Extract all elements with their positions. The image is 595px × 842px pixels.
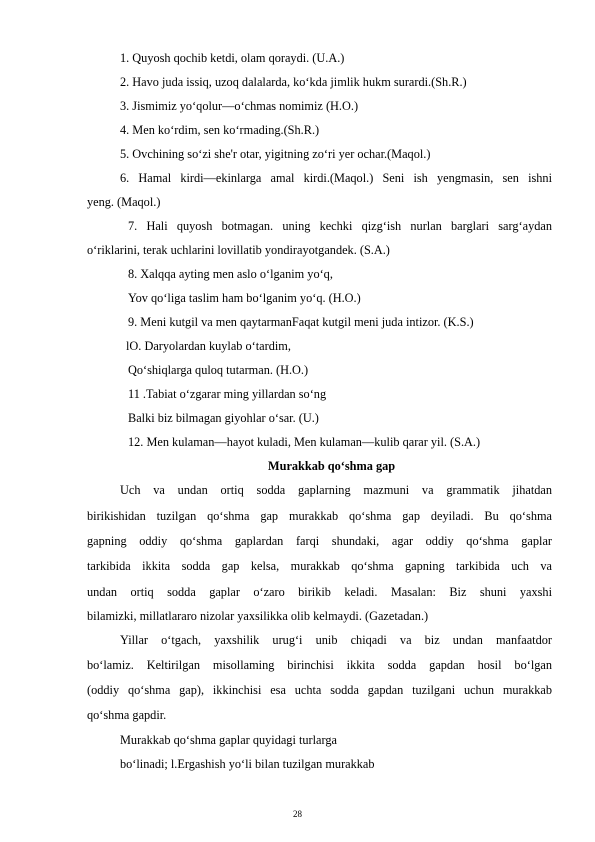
paragraph-1-line-5: undan ortiq sodda gaplar o‘zaro birikib keladi. Masalan: Biz shuni yaxshi bbox=[87, 585, 552, 599]
example-line-10: lO. Daryolardan kuylab o‘tardim, bbox=[126, 339, 291, 353]
example-line-4: 4. Men ko‘rdim, sen ko‘rmading.(Sh.R.) bbox=[120, 123, 320, 137]
paragraph-1-line-4: tarkibida ikkita sodda gap kelsa, murakkab qo‘shma gapning tarkibida uch va bbox=[87, 559, 552, 573]
paragraph-1-line-1: Uch va undan ortiq sodda gaplarning mazmuni va grammatik jihatdan bbox=[120, 483, 552, 497]
example-line-1: 1. Quyosh qochib ketdi, olam qoraydi. (U.A.) bbox=[120, 51, 345, 65]
example-line-11-cont: Balki biz bilmagan giyohlar o‘sar. (U.) bbox=[128, 411, 319, 425]
paragraph-2-line-3: (oddiy qo‘shma gap), ikkinchisi esa uchta sodda gapdan tuzilgani uchun murakkab bbox=[87, 683, 552, 697]
example-line-2: 2. Havo juda issiq, uzoq dalalarda, ko‘kda jimlik hukm surardi.(Sh.R.) bbox=[120, 75, 467, 89]
example-line-8-cont: Yov qo‘liga taslim ham bo‘lganim yo‘q. (H.O.) bbox=[128, 291, 361, 305]
example-line-3: 3. Jismimiz yo‘qolur—o‘chmas nomimiz (H.O.) bbox=[120, 99, 359, 113]
paragraph-2-line-1: Yillar o‘tgach, yaxshilik urug‘i unib chiqadi va biz undan manfaatdor bbox=[120, 633, 552, 647]
paragraph-3-line-1: Murakkab qo‘shma gaplar quyidagi turlarga bbox=[120, 733, 337, 747]
example-line-11: 11 .Tabiat o‘zgarar ming yillardan so‘ng bbox=[128, 387, 327, 401]
example-line-6: 6. Hamal kirdi—ekinlarga amal kirdi.(Maqol.) Seni ish yengmasin, sen ishni bbox=[120, 171, 552, 185]
example-line-6-cont: yeng. (Maqol.) bbox=[87, 195, 161, 209]
section-heading: Murakkab qo‘shma gap bbox=[268, 459, 396, 473]
example-line-10-cont: Qo‘shiqlarga quloq tutarman. (H.O.) bbox=[128, 363, 309, 377]
example-line-7-cont: o‘riklarini, terak uchlarini lovillatib yondirayotgandek. (S.A.) bbox=[87, 243, 390, 257]
page-number: 28 bbox=[293, 809, 302, 819]
example-line-9: 9. Meni kutgil va men qaytarmanFaqat kutgil meni juda intizor. (K.S.) bbox=[128, 315, 474, 329]
paragraph-1-line-3: gapning oddiy qo‘shma gaplardan farqi shundaki, agar oddiy qo‘shma gaplar bbox=[87, 534, 552, 548]
paragraph-2-line-4: qo‘shma gapdir. bbox=[87, 708, 167, 722]
example-line-5: 5. Ovchining so‘zi she'r otar, yigitning zo‘ri yer ochar.(Maqol.) bbox=[120, 147, 431, 161]
example-line-7: 7. Hali quyosh botmagan. uning kechki qizg‘ish nurlan barglari sarg‘aydan bbox=[128, 219, 552, 233]
example-line-8: 8. Xalqqa ayting men aslo o‘lganim yo‘q, bbox=[128, 267, 333, 281]
paragraph-1-line-6: bilamizki, millatlararo nizolar yaxsilikka olib kelmaydi. (Gazetadan.) bbox=[87, 609, 429, 623]
paragraph-1-line-2: birikishidan tuzilgan qo‘shma gap murakkab qo‘shma gap deyiladi. Bu qo‘shma bbox=[87, 509, 552, 523]
example-line-12: 12. Men kulaman—hayot kuladi, Men kulaman—kulib qarar yil. (S.A.) bbox=[128, 435, 481, 449]
paragraph-2-line-2: bo‘lamiz. Keltirilgan misollaming birinchisi ikkita sodda gapdan hosil bo‘lgan bbox=[87, 658, 552, 672]
paragraph-3-line-2: bo‘linadi; l.Ergashish yo‘li bilan tuzilgan murakkab bbox=[120, 757, 375, 771]
